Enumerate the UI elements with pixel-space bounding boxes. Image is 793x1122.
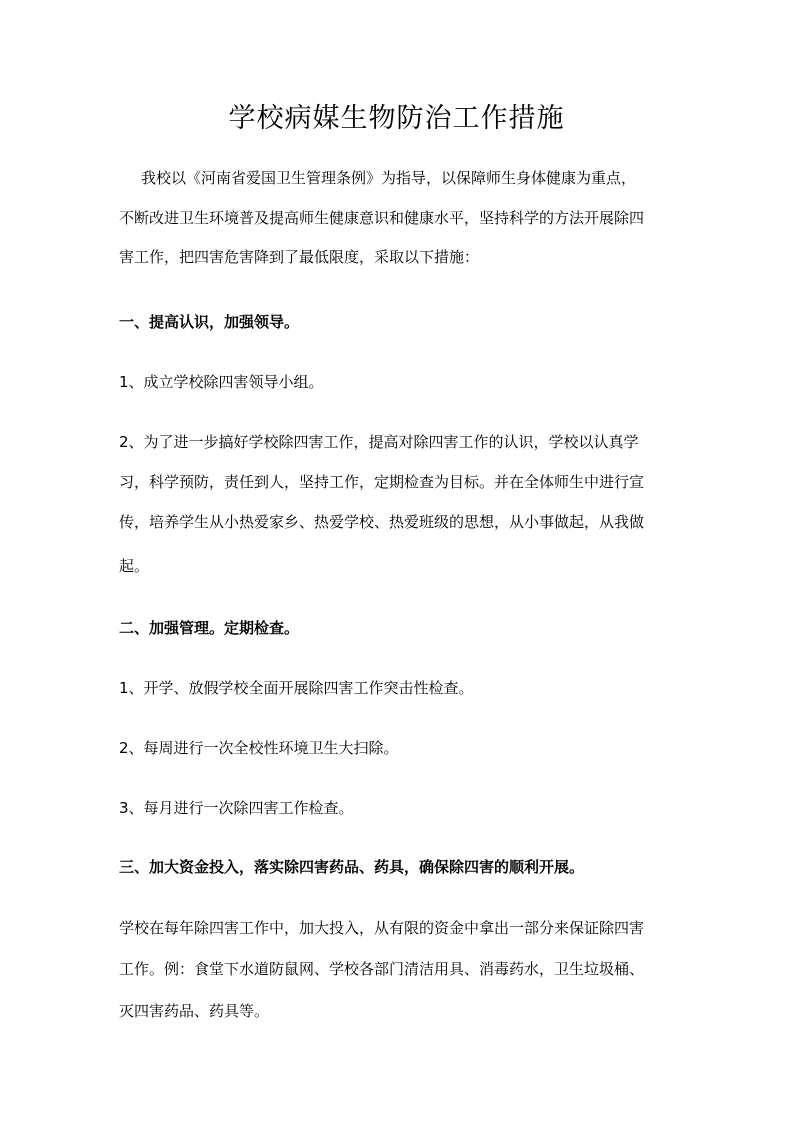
section-1-item-1: 1、成立学校除四害领导小组。	[119, 373, 324, 391]
section-3-body-line-2: 工作。例：食堂下水道防鼠网、学校各部门清洁用具、消毒药水，卫生垃圾桶、	[119, 960, 645, 978]
intro-line-3: 害工作，把四害危害降到了最低限度，采取以下措施：	[119, 248, 480, 266]
document-title: 学校病媒生物防治工作措施	[228, 103, 565, 134]
section-2-item-1: 1、开学、放假学校全面开展除四害工作突击性检查。	[119, 679, 474, 697]
section-2-heading: 二、加强管理。定期检查。	[119, 619, 300, 637]
section-3-body-line-1: 学校在每年除四害工作中，加大投入，从有限的资金中拿出一部分来保证除四害	[119, 919, 645, 937]
section-2-item-3: 3、每月进行一次除四害工作检查。	[119, 799, 354, 817]
section-1-item-2-line-3: 传，培养学生从小热爱家乡、热爱学校、热爱班级的思想，从小事做起，从我做	[119, 513, 645, 531]
section-3-body-line-3: 灭四害药品、药具等。	[119, 1002, 270, 1020]
section-1-item-2-line-2: 习，科学预防，责任到人，坚持工作，定期检查为目标。并在全体师生中进行宣	[119, 473, 645, 491]
section-2-item-2: 2、每周进行一次全校性环境卫生大扫除。	[119, 739, 399, 757]
section-1-item-2-line-1: 2、为了进一步搞好学校除四害工作，提高对除四害工作的认识，学校以认真学	[119, 433, 639, 451]
intro-line-1: 我校以《河南省爱国卫生管理条例》为指导，以保障师生身体健康为重点，	[141, 169, 637, 187]
section-1-heading: 一、提高认识，加强领导。	[119, 313, 300, 331]
intro-line-2: 不断改进卫生环境普及提高师生健康意识和健康水平，坚持科学的方法开展除四	[119, 209, 645, 227]
section-3-heading: 三、加大资金投入，落实除四害药品、药具，确保除四害的顺利开展。	[119, 858, 585, 876]
section-1-item-2-line-4: 起。	[119, 557, 150, 575]
